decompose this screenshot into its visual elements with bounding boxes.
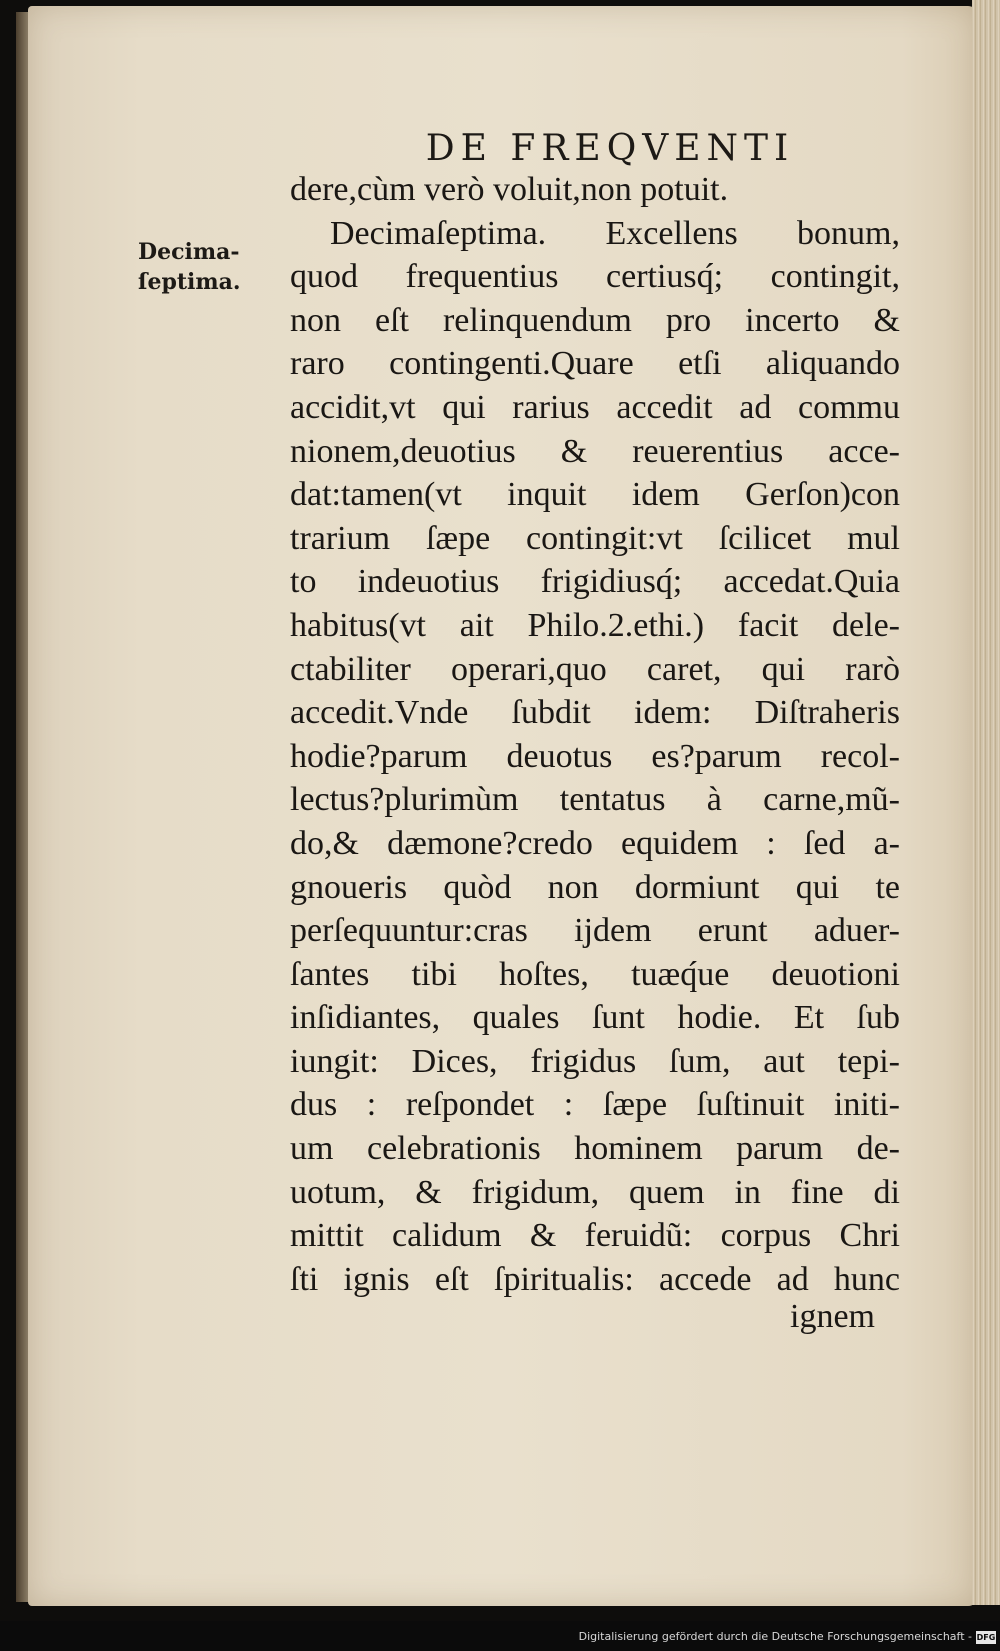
running-head: DE FREQVENTI [425,128,795,169]
text-line: non eſt relinquendum pro incerto & [290,301,900,339]
margin-note-line: ſeptima. [138,269,241,295]
margin-note-line: Decima- [138,239,240,265]
text-line: ſantes tibi hoſtes, tuæq́ue deuotioni [290,955,900,993]
text-line: hodie?parum deuotus es?parum recol- [290,737,900,775]
margin-note [138,237,268,297]
text-line: gnoueris quòd non dormiunt qui te [290,868,900,906]
text-line: perſequuntur:cras ijdem erunt aduer- [290,912,900,950]
text-line: accedit.Vnde ſubdit idem: Diſtraheris [290,694,900,732]
text-line: nionem,deuotius & reuerentius acce- [290,432,900,470]
footer-bar [0,1621,1000,1651]
text-line: dat:tamen(vt inquit idem Gerſon)con [290,476,900,514]
text-line: dus : reſpondet : ſæpe ſuſtinuit initi- [290,1086,900,1124]
catchword: ignem [790,1298,875,1335]
page-stack-edge [972,0,1000,1605]
text-line: trarium ſæpe contingit:vt ſcilicet mul [290,519,900,557]
text-line: Decimaſeptima. Excellens bonum, [330,214,900,252]
text-line: do,& dæmone?credo equidem : ſed a- [290,824,900,862]
text-line: habitus(vt ait Philo.2.ethi.) facit dele- [290,606,900,644]
text-line: uotum, & frigidum, quem in fine di [290,1173,900,1211]
body-text [290,168,900,1301]
text-line: ctabiliter operari,quo caret, qui rarò [290,650,900,688]
funding-credit: Digitalisierung gefördert durch die Deutsche Forschungsgemeinschaft - [578,1630,972,1643]
text-line: ſti ignis eſt ſpiritualis: accede ad hunc [290,1260,900,1298]
text-line: um celebrationis hominem parum de- [290,1130,900,1168]
text-line: quod frequentius certiusq́; contingit, [290,258,900,296]
text-line: to indeuotius frigidiusq́; accedat.Quia [290,563,900,601]
text-line: raro contingenti.Quare etſi aliquando [290,345,900,383]
text-line: lectus?plurimùm tentatus à carne,mũ- [290,781,900,819]
text-line: mittit calidum & feruidũ: corpus Chri [290,1217,900,1255]
text-line: iungit: Dices, frigidus ſum, aut tepi- [290,1042,900,1080]
text-line: accidit,vt qui rarius accedit ad commu [290,388,900,426]
text-line: inſidiantes, quales ſunt hodie. Et ſub [290,999,900,1037]
text-line: dere,cùm verò voluit,non potuit. [290,171,729,208]
dfg-logo: DFG [976,1633,996,1642]
